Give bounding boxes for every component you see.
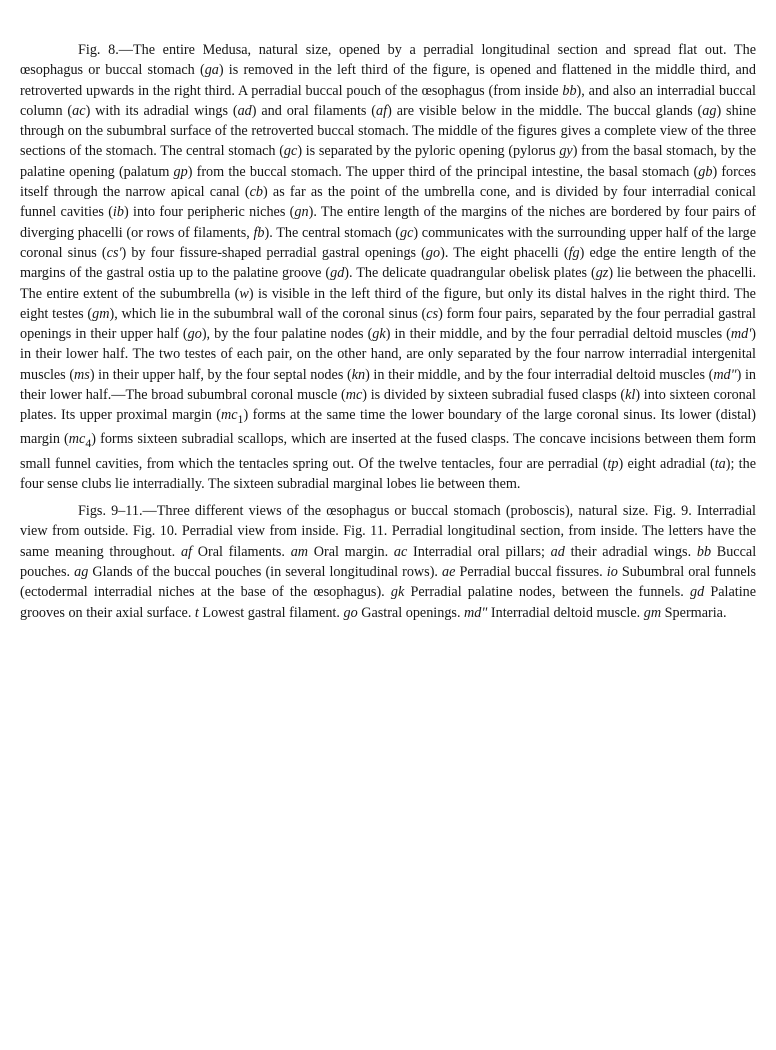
figure-8-caption: Fig. 8.—The entire Medusa, natural size, opened by a perradial longitudinal section and spread flat out. The œsophagus or buccal stomach (ga) is removed in the left third of the figure, is opened and flattened in the middle third, and retroverted upwards in the right third. A perradial buccal pouch of the œsophagus (from inside bb), and also an interradial buccal column (ac) with its adradial wings (ad) and oral filaments (af) are visible below in the middle. The buccal glands (ag) shine through on the subumbral surface of the retroverted buccal stomach. The middle of the figures gives a complete view of the three sections of the stomach. The central stomach (gc) is separated by the pyloric opening (pylorus gy) from the basal stomach, by the palatine opening (palatum gp) from the buccal stomach. The upper third of the principal intestine, the basal stomach (gb) forces itself through the narrow apical canal (cb) as far as the point of the umbrella cone, and is divided by four interradial conical funnel cavities (ib) into four peripheric niches (gn). The entire length of the margins of the niches are bordered by four pairs of diverging phacelli (or rows of filaments, fb). The central stomach (gc) communicates with the surrounding upper half of the large coronal sinus (cs') by four fissure-shaped perradial gastral openings (go). The eight phacelli (fg) edge the entire length of the margins of the gastral ostia up to the palatine groove (gd). The delicate quadrangular obelisk plates (gz) lie between the phacelli. The entire extent of the subumbrella (w) is visible in the left third of the figure, but only its distal halves in the right third. The eight testes (gm), which lie in the subumbral wall of the coronal sinus (cs) form four pairs, separated by the four perradial gastral openings in their upper half (go), by the four palatine nodes (gk) in their middle, and by the four perradial deltoid muscles (md') in their lower half. The two testes of each pair, on the other hand, are only separated by the four narrow interradial intergenital muscles (ms) in their upper half, by the four septal nodes (kn) in their middle, and by the four interradial deltoid muscles (md") in their lower half.—The broad subumbral coronal muscle (mc) is divided by sixteen subradial fused clasps (kl) into sixteen coronal plates. Its upper proximal margin $(mc_1)$ forms at the same time the lower boundary of the large coronal sinus. Its lower (distal) margin $(mc_4)$ forms sixteen subradial scallops, which are inserted at the fused clasps. The concave incisions between them form small funnel cavities, from which the tentacles spring out. Of the twelve tentacles, four are perradial (tp) eight adradial (ta); the four sense clubs lie interradially. The sixteen subradial marginal lobes lie between them. (20, 42, 757, 492)
page (20, 40, 756, 623)
figures-9-11-caption: Figs. 9–11.—Three different views of the œsophagus or buccal stomach (proboscis), natural size. Fig. 9. Interradial view from outside. Fig. 10. Perradial view from inside. Fig. 11. Perradial longitudinal section, from inside. The letters have the same meaning throughout. af Oral filaments. am Oral margin. ac Interradial oral pillars; ad their adradial wings. bb Buccal pouches. ag Glands of the buccal pouches (in several longitudinal rows). ae Perradial buccal fissures. io Subumbral oral funnels (ectodermal interradial niches at the base of the œsophagus). gk Perradial palatine nodes, between the funnels. gd Palatine grooves on their axial surface. t Lowest gastral filament. go Gastral openings. md" Interradial deltoid muscle. gm Spermaria. (20, 503, 757, 621)
